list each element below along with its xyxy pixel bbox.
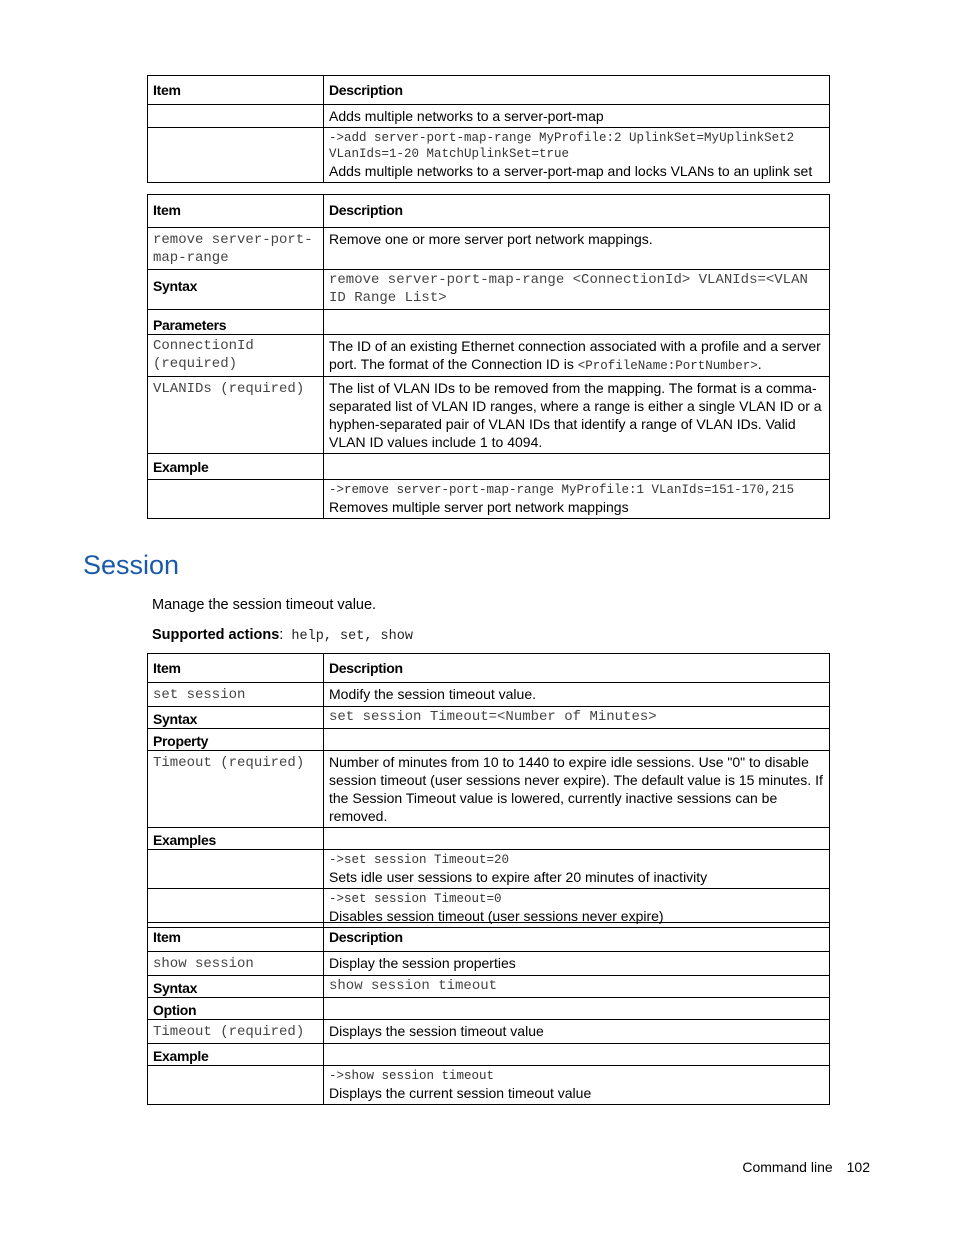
section-intro: Manage the session timeout value. bbox=[152, 597, 377, 613]
empty-cell bbox=[324, 729, 830, 751]
item-cell bbox=[148, 105, 324, 128]
empty-cell bbox=[148, 1066, 324, 1105]
table-row bbox=[148, 377, 830, 454]
param-description: The list of VLAN IDs to be removed from the mapping. The format is a comma-separated list of VLAN ID ranges, where a range is either a single VLAN ID or a hyphen-separated pair of VLAN IDs that identify a range of VLAN IDs. Valid VLAN ID values include 1 to 4094. bbox=[324, 377, 830, 454]
example-command: ->set session Timeout=20 bbox=[329, 853, 510, 867]
option-description: Displays the session timeout value bbox=[324, 1020, 830, 1044]
section-heading-session: Session bbox=[83, 550, 180, 580]
table-row bbox=[148, 683, 830, 707]
example-command: ->set session Timeout=0 bbox=[329, 892, 502, 906]
example-cell bbox=[324, 480, 830, 519]
item-cell bbox=[148, 128, 324, 183]
page-footer bbox=[742, 1159, 870, 1175]
example-description: Sets idle user sessions to expire after 20 minutes of inactivity bbox=[329, 869, 708, 885]
table-row bbox=[148, 228, 830, 270]
example-description: Removes multiple server port network mappings bbox=[329, 499, 629, 515]
empty-cell bbox=[324, 998, 830, 1020]
command-description: Remove one or more server port network mappings. bbox=[324, 228, 830, 270]
table-header bbox=[148, 654, 830, 683]
property-name: Timeout (required) bbox=[148, 751, 324, 828]
example-cell bbox=[324, 1066, 830, 1105]
command-description: Modify the session timeout value. bbox=[324, 683, 830, 707]
empty-cell bbox=[148, 480, 324, 519]
command-name: show session bbox=[148, 952, 324, 976]
property-label: Property bbox=[148, 729, 324, 751]
table-row bbox=[148, 850, 830, 889]
description-cell bbox=[324, 128, 830, 183]
empty-cell bbox=[148, 850, 324, 889]
syntax-label: Syntax bbox=[148, 707, 324, 729]
header-description: Description bbox=[324, 654, 830, 683]
header-description: Description bbox=[324, 195, 830, 228]
header-item: Item bbox=[148, 923, 324, 952]
param-name: ConnectionId (required) bbox=[148, 335, 324, 377]
table-row bbox=[148, 952, 830, 976]
table-row bbox=[148, 128, 830, 183]
option-label: Option bbox=[148, 998, 324, 1020]
table-header bbox=[148, 923, 830, 952]
table-row bbox=[148, 480, 830, 519]
example-description: Displays the current session timeout value bbox=[329, 1085, 592, 1101]
footer-section: Command line bbox=[742, 1159, 833, 1175]
table-header bbox=[148, 76, 830, 105]
header-item: Item bbox=[148, 654, 324, 683]
example-description: Adds multiple networks to a server-port-map and locks VLANs to an uplink set bbox=[329, 163, 813, 179]
param-description bbox=[324, 335, 830, 377]
syntax-label: Syntax bbox=[148, 976, 324, 998]
param-description-end: . bbox=[757, 356, 762, 372]
example-command: ->add server-port-map-range MyProfile:2 UplinkSet=MyUplinkSet2 VLanIds=1-20 MatchUplinkSet=true bbox=[329, 131, 795, 161]
table-header bbox=[148, 195, 830, 228]
header-item: Item bbox=[148, 195, 324, 228]
table-row bbox=[148, 998, 830, 1020]
supported-actions bbox=[152, 627, 413, 645]
param-name: VLANIDs (required) bbox=[148, 377, 324, 454]
header-item: Item bbox=[148, 76, 324, 105]
table-remove-server-port-map-range bbox=[147, 194, 830, 519]
empty-cell bbox=[324, 454, 830, 480]
example-label: Example bbox=[148, 454, 324, 480]
table-row bbox=[148, 976, 830, 998]
table-row bbox=[148, 751, 830, 828]
syntax-value: show session timeout bbox=[324, 976, 830, 998]
parameters-label: Parameters bbox=[148, 310, 324, 335]
description-cell: Adds multiple networks to a server-port-map bbox=[324, 105, 830, 128]
examples-label: Examples bbox=[148, 828, 324, 850]
empty-cell bbox=[324, 828, 830, 850]
table-set-session bbox=[147, 653, 830, 928]
table-row bbox=[148, 1066, 830, 1105]
empty-cell bbox=[324, 310, 830, 335]
example-command: ->remove server-port-map-range MyProfile:1 VLanIds=151-170,215 bbox=[329, 483, 795, 497]
param-description-text: The ID of an existing Ethernet connection associated with a profile and a server port. The format of the Connection ID is bbox=[329, 338, 821, 372]
syntax-value: set session Timeout=<Number of Minutes> bbox=[324, 707, 830, 729]
syntax-label: Syntax bbox=[148, 270, 324, 310]
table-server-port-map-range-examples bbox=[147, 75, 830, 183]
supported-actions-separator: : bbox=[279, 627, 284, 643]
example-label: Example bbox=[148, 1044, 324, 1066]
header-description: Description bbox=[324, 76, 830, 105]
supported-actions-label: Supported actions bbox=[152, 627, 280, 643]
table-row bbox=[148, 270, 830, 310]
example-command: ->show session timeout bbox=[329, 1069, 495, 1083]
table-row bbox=[148, 1020, 830, 1044]
command-name: set session bbox=[148, 683, 324, 707]
table-row bbox=[148, 729, 830, 751]
table-row bbox=[148, 707, 830, 729]
supported-actions-list: help, set, show bbox=[283, 629, 413, 644]
empty-cell bbox=[324, 1044, 830, 1066]
table-row bbox=[148, 105, 830, 128]
command-description: Display the session properties bbox=[324, 952, 830, 976]
page-number: 102 bbox=[846, 1159, 870, 1175]
example-description: Disables session timeout (user sessions never expire) bbox=[329, 908, 664, 924]
table-row bbox=[148, 828, 830, 850]
table-row bbox=[148, 1044, 830, 1066]
table-row bbox=[148, 335, 830, 377]
param-format-code: <ProfileName:PortNumber> bbox=[577, 359, 758, 373]
option-name: Timeout (required) bbox=[148, 1020, 324, 1044]
command-name: remove server-port-map-range bbox=[148, 228, 324, 270]
table-row bbox=[148, 454, 830, 480]
syntax-value: remove server-port-map-range <ConnectionId> VLANIds=<VLAN ID Range List> bbox=[324, 270, 830, 310]
table-row bbox=[148, 310, 830, 335]
example-cell bbox=[324, 850, 830, 889]
header-description: Description bbox=[324, 923, 830, 952]
table-show-session bbox=[147, 922, 830, 1105]
property-description: Number of minutes from 10 to 1440 to expire idle sessions. Use "0" to disable session timeout (user sessions never expire). The default value is 15 minutes. If the Session Timeout value is lowered, currently inactive sessions can be removed. bbox=[324, 751, 830, 828]
